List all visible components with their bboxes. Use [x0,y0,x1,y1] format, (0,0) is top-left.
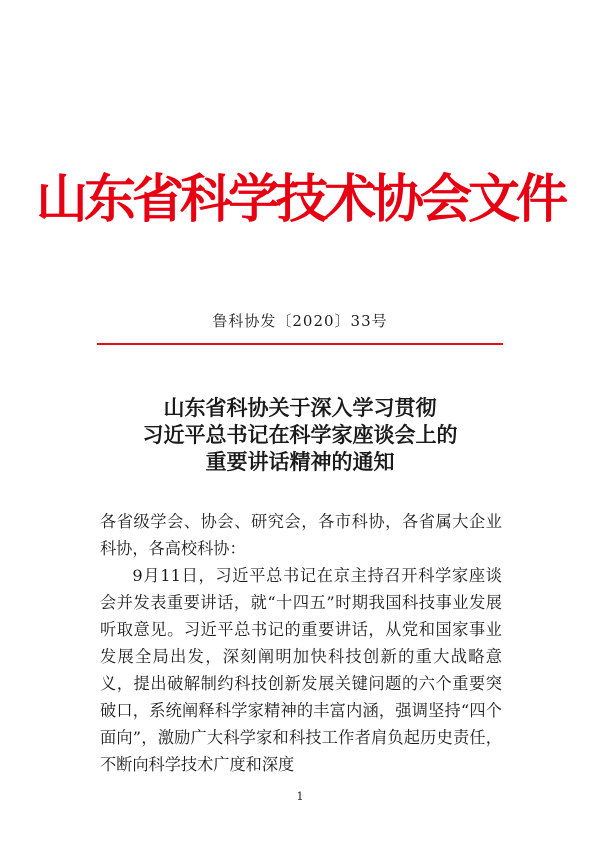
addressee-paragraph: 各省级学会、协会、研究会，各市科协，各省属大企业科协，各高校科协： [100,512,502,558]
issuer-header-title: 山东省科学技术协会文件 [35,170,564,230]
notice-title-line-3: 重要讲话精神的通知 [205,449,395,474]
notice-title-line-1: 山东省科协关于深入学习贯彻 [163,395,437,420]
body-paragraph-1: 9月11日，习近平总书记在京主持召开科学家座谈会并发表重要讲话，就“十四五”时期我国科技事业发展听取意见。习近平总书记的重要讲话，从党和国家事业发展全局出发，深刻阐明加快科技创新的重大战略意义，提出破解制约科技创新发展关键问题的六个重要突破口，系统阐释科学家精神的丰富内涵，强调坚持“四个面向”，激励广大科学家和科技工作者肩负起历史责任，不断向科学技术广度和深度 [100,566,502,774]
notice-body [100,508,502,778]
page-number: 1 [296,790,304,803]
red-divider-line [97,343,503,345]
document-number: 鲁科协发〔2020〕33号 [212,312,388,330]
notice-title [0,394,600,475]
notice-title-line-2: 习近平总书记在科学家座谈会上的 [142,422,458,447]
